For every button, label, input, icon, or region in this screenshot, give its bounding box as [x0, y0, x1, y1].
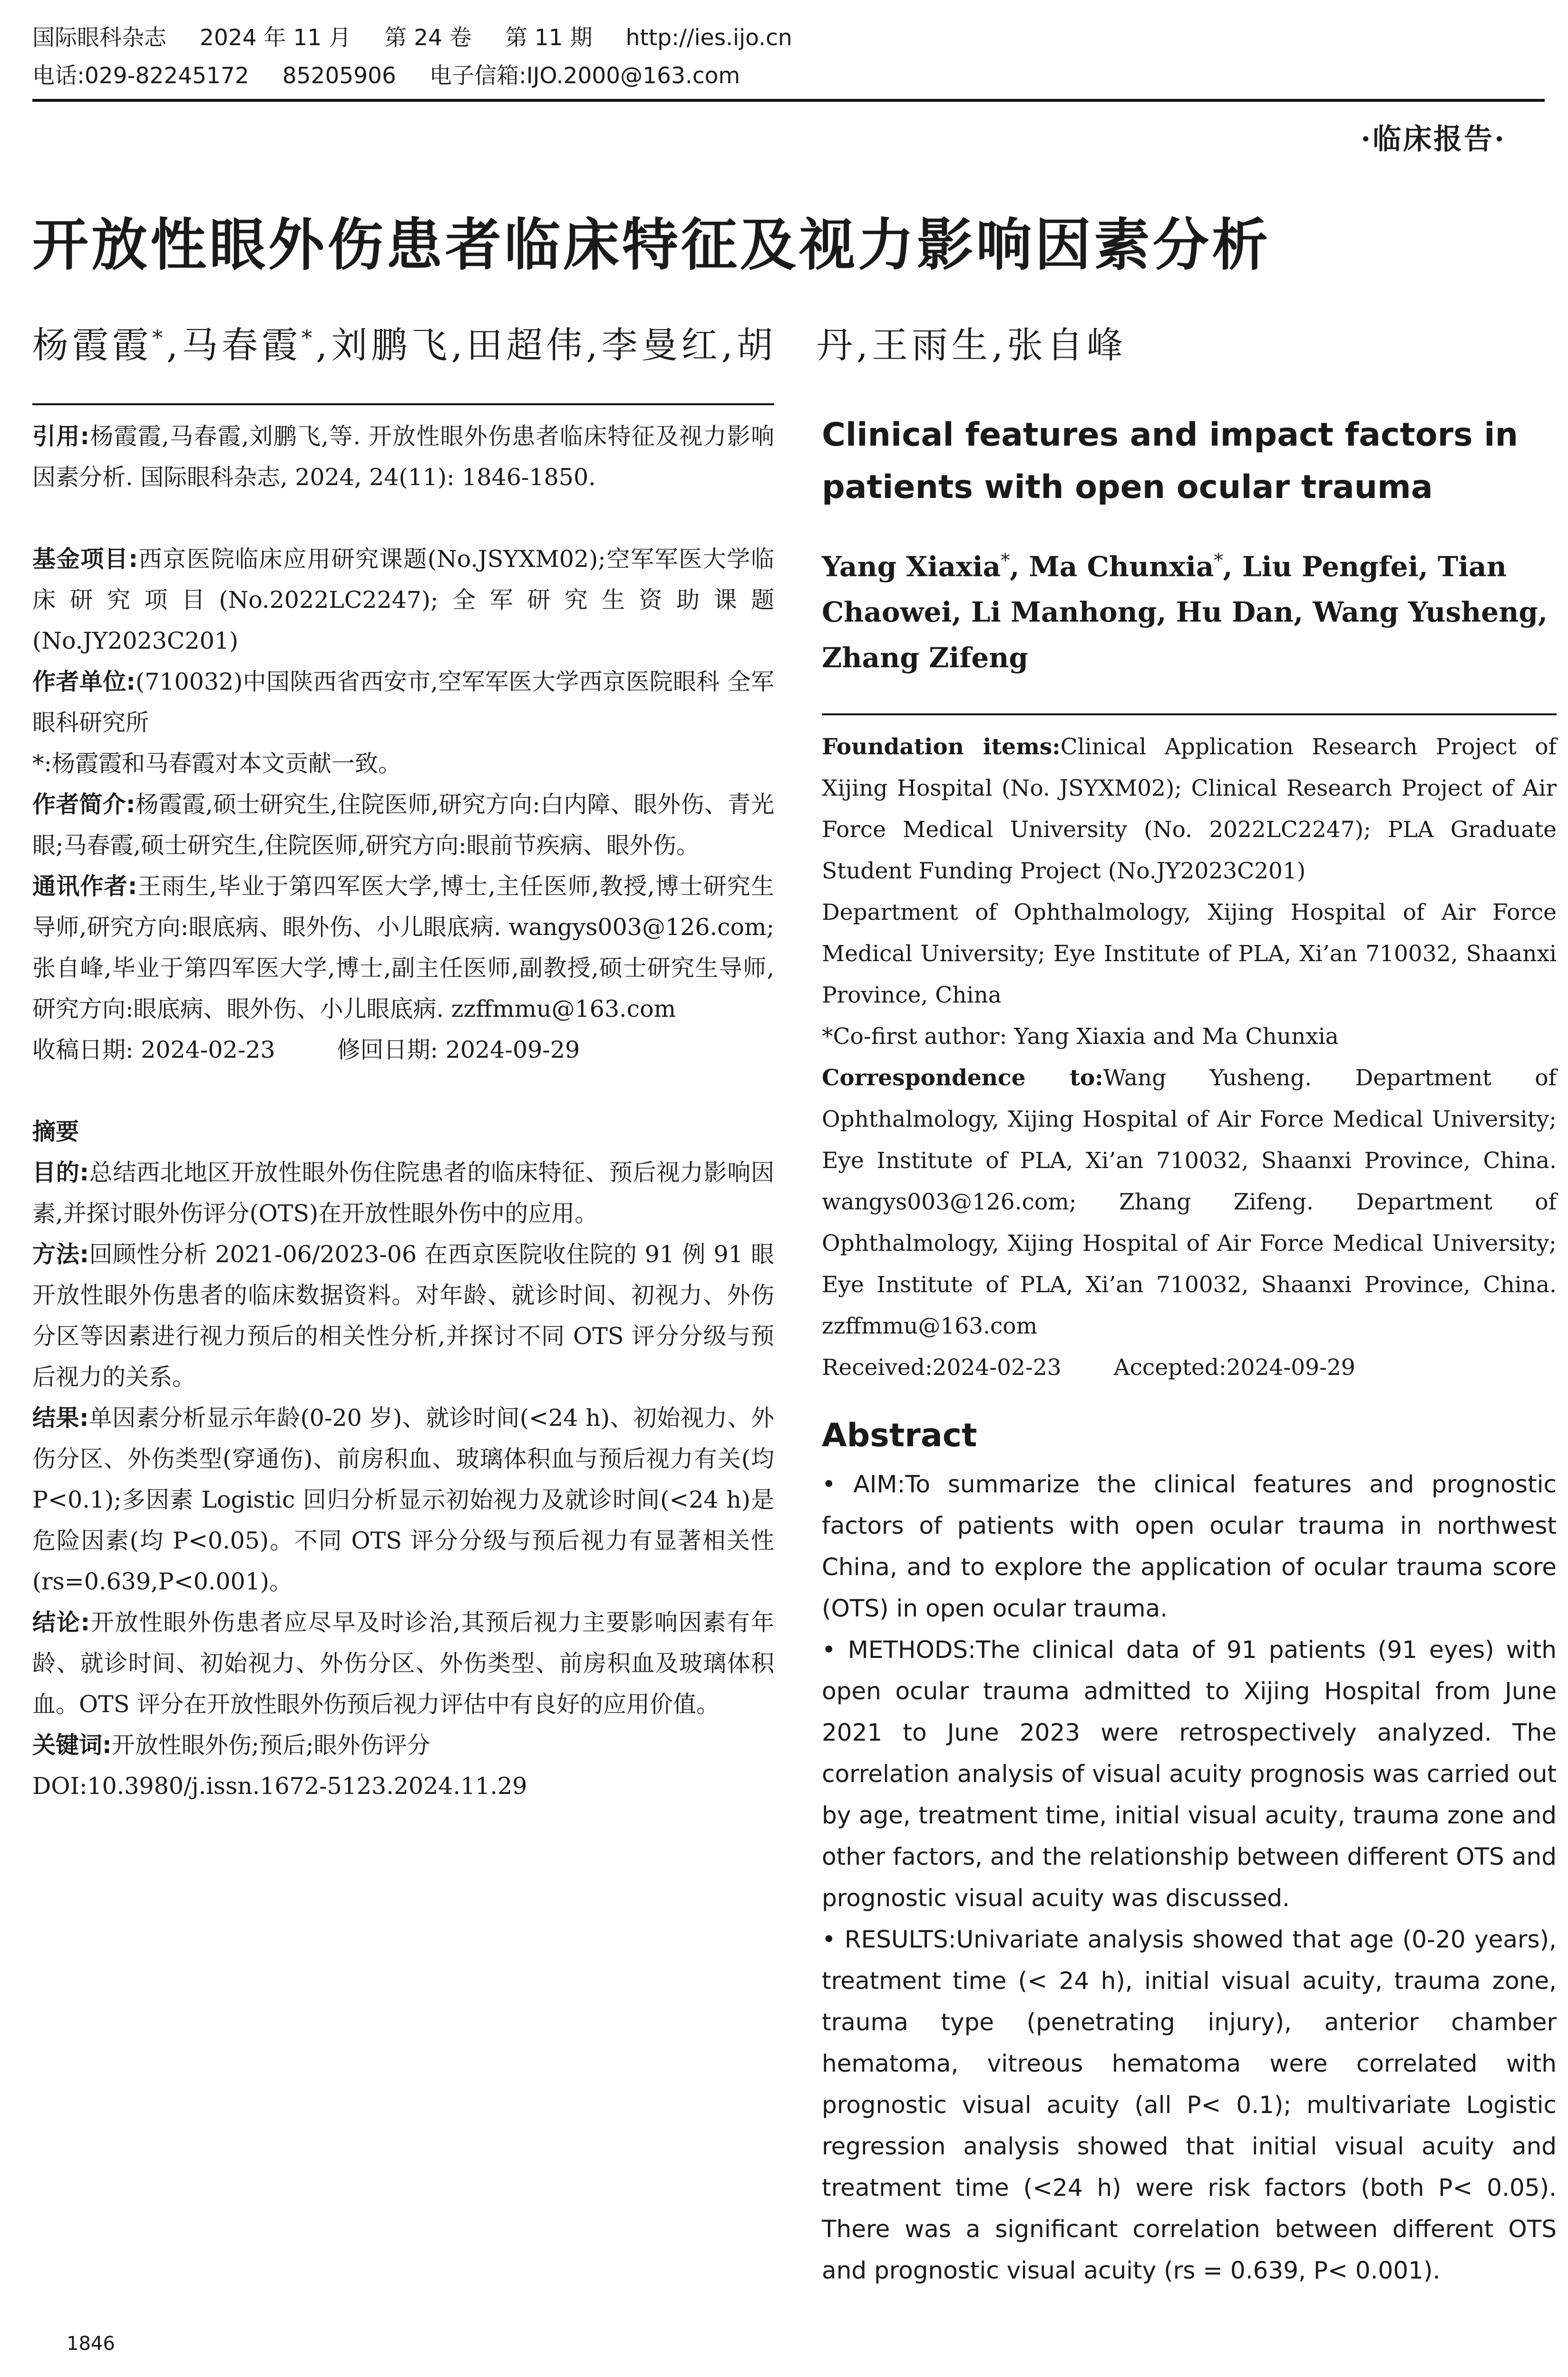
- methods-en-label: • METHODS:: [822, 1636, 976, 1664]
- author-separator: ,: [166, 324, 182, 366]
- correspondence-cn-text: 王雨生,毕业于第四军医大学,博士,主任医师,教授,博士研究生导师,研究方向:眼底病、眼外伤、小儿眼底病. wangys003@126.com;张自峰,毕业于第四军医大学,博士,副主任医师,副教授,硕士研究生导师,研究方向:眼底病、眼外伤、小儿眼底病. zzffmmu@163.com: [32, 873, 774, 1023]
- abstract-head-en: Abstract: [822, 1417, 977, 1455]
- fund-cn-text: 西京医院临床应用研究课题(No.JSYXM02);空军军医大学临床研究项目(No.2022LC2247);全军研究生资助课题(No.JY2023C201): [32, 546, 774, 654]
- methods-en-text: The clinical data of 91 patients (91 eyes) with open ocular trauma admitted to Xijing Hospital from June 2021 to June 2023 were retrospectively analyzed. The correlation analysis of visual acuity prognosis was carried out by age, treatment time, initial visual acuity, trauma zone and other factors, and the relationship between different OTS and prognostic visual acuity was discussed.: [822, 1636, 1557, 1912]
- fund-cn: [32, 539, 774, 662]
- cofirst-mark: *: [152, 326, 166, 351]
- received-date-cn: 收稿日期: 2024-02-23: [32, 1036, 275, 1063]
- authors-cn-rest: ,刘鹏飞,田超伟,李曼红,胡 丹,王雨生,张自峰: [316, 324, 1127, 366]
- author-cn-2: 马春霞: [182, 324, 302, 366]
- dates-cn: [32, 1030, 774, 1071]
- affiliation-cn-label: 作者单位:: [32, 668, 136, 695]
- volume: 第 24 卷: [384, 25, 472, 51]
- left-column-rule: [32, 403, 774, 405]
- doi[interactable]: DOI:10.3980/j.issn.1672-5123.2024.11.29: [32, 1773, 527, 1800]
- cofirst-mark: *: [1214, 550, 1223, 571]
- cofirst-mark: *: [1001, 550, 1010, 571]
- correspondence-cn-label: 通讯作者:: [32, 873, 137, 900]
- section-tag: ·临床报告·: [1361, 123, 1506, 156]
- author-bio-text: 杨霞霞,硕士研究生,住院医师,研究方向:白内障、眼外伤、青光眼;马春霞,硕士研究生,住院医师,研究方向:眼前节疾病、眼外伤。: [32, 791, 774, 859]
- authors-cn: [32, 316, 1127, 368]
- page-number: 1846: [67, 2333, 115, 2355]
- received-date-en: Received:2024-02-23: [822, 1354, 1062, 1381]
- cofirst-note-cn: *:杨霞霞和马春霞对本文贡献一致。: [32, 750, 402, 777]
- aim-cn-label: 目的:: [32, 1159, 89, 1186]
- correspondence-en-label: Correspondence to:: [822, 1065, 1103, 1091]
- author-cn-1: 杨霞霞: [32, 324, 152, 366]
- author-en-1: Yang Xiaxia: [822, 550, 1001, 583]
- department-en: Department of Ophthalmology, Xijing Hospital of Air Force Medical University; Eye Institute of PLA, Xi’an 710032, Shaanxi Province, China: [822, 899, 1557, 1009]
- results-cn: [32, 1398, 774, 1602]
- fund-en-label: Foundation items:: [822, 734, 1061, 760]
- dates-en: [822, 1347, 1557, 1388]
- conclusion-cn: [32, 1602, 774, 1725]
- correspondence-en: [822, 1057, 1557, 1347]
- conclusion-cn-text: 开放性眼外伤患者应尽早及时诊治,其预后视力主要影响因素有年龄、就诊时间、初始视力、外伤分区、外伤类型、前房积血及玻璃体积血。OTS 评分在开放性眼外伤预后视力评估中有良好的应用价值。: [32, 1609, 774, 1718]
- citation-label: 引用:: [32, 423, 90, 450]
- cofirst-mark: *: [302, 326, 316, 351]
- abstract-en: [822, 1464, 1557, 2291]
- issue-date: 2024 年 11 月: [200, 25, 351, 51]
- citation-text: 杨霞霞,马春霞,刘鹏飞,等. 开放性眼外伤患者临床特征及视力影响因素分析. 国际眼科杂志, 2024, 24(11): 1846-1850.: [32, 423, 774, 491]
- methods-cn-label: 方法:: [32, 1241, 89, 1268]
- correspondence-en-text: Wang Yusheng. Department of Ophthalmology, Xijing Hospital of Air Force Medical University; Eye Institute of PLA, Xi’an 710032, Shaanxi Province, China. wangys003@126.com; Zhang Zifeng. Department of Ophthalmology, Xijing Hospital of Air Force Medical University; Eye Institute of PLA, Xi’an 710032, Shaanxi Province, China. zzffmmu@163.com: [822, 1065, 1557, 1340]
- affiliation-cn: [32, 662, 774, 743]
- phone: 电话:029-82245172: [32, 63, 249, 89]
- results-en-text: Univariate analysis showed that age (0-20 years), treatment time (< 24 h), initial visual acuity, trauma zone, trauma type (penetrating injury), anterior chamber hematoma, vitreous hematoma were correlated with prognostic visual acuity (all P< 0.1); multivariate Logistic regression analysis showed that initial visual acuity and treatment time (<24 h) were risk factors (both P< 0.05). There was a significant correlation between different OTS and prognostic visual acuity (rs = 0.639, P< 0.001).: [822, 1926, 1557, 2285]
- methods-en: [822, 1629, 1557, 1919]
- author-bio-cn: [32, 784, 774, 866]
- results-cn-text: 单因素分析显示年龄(0-20 岁)、就诊时间(<24 h)、初始视力、外伤分区、外伤类型(穿通伤)、前房积血、玻璃体积血与预后视力有关(均 P<0.1);多因素 Logistic 回归分析显示初始视力及就诊时间(<24 h)是危险因素(均 P<0.05)。不同 OTS 评分分级与预后视力有显著相关性(rs=0.639,P<0.001)。: [32, 1404, 774, 1595]
- aim-en-label: • AIM:: [822, 1471, 906, 1499]
- issue: 第 11 期: [505, 25, 593, 51]
- conclusion-cn-label: 结论:: [32, 1609, 90, 1636]
- en-front-matter: [822, 726, 1557, 1388]
- aim-cn: [32, 1152, 774, 1234]
- author-en-2: , Ma Chunxia: [1010, 550, 1214, 583]
- left-column: [32, 416, 774, 1807]
- abstract-head-cn: 摘要: [32, 1118, 79, 1145]
- header-rule: [32, 99, 1545, 102]
- aim-en-text: To summarize the clinical features and prognostic factors of patients with open ocular trauma in northwest China, and to explore the application of ocular trauma score (OTS) in open ocular trauma.: [822, 1471, 1557, 1623]
- revised-date-cn: 修回日期: 2024-09-29: [337, 1036, 580, 1063]
- citation: [32, 416, 774, 498]
- keywords-cn: [32, 1725, 774, 1766]
- authors-en: [822, 537, 1557, 681]
- author-bio-label: 作者简介:: [32, 791, 136, 818]
- fund-en: [822, 726, 1557, 892]
- aim-en: [822, 1464, 1557, 1629]
- methods-cn: [32, 1234, 774, 1398]
- methods-cn-text: 回顾性分析 2021-06/2023-06 在西京医院收住院的 91 例 91 眼开放性眼外伤患者的临床数据资料。对年龄、就诊时间、初视力、外伤分区等因素进行视力预后的相关性分析,并探讨不同 OTS 评分分级与预后视力的关系。: [32, 1241, 774, 1391]
- results-en: [822, 1919, 1557, 2291]
- results-cn-label: 结果:: [32, 1404, 89, 1432]
- right-column: [822, 409, 1557, 2291]
- journal-url[interactable]: http://ies.ijo.cn: [625, 25, 792, 51]
- correspondence-cn: [32, 866, 774, 1030]
- aim-cn-text: 总结西北地区开放性眼外伤住院患者的临床特征、预后视力影响因素,并探讨眼外伤评分(OTS)在开放性眼外伤中的应用。: [32, 1159, 774, 1227]
- authors-en-rest: , Liu Pengfei, Tian Chaowei, Li Manhong, Hu Dan, Wang Yusheng, Zhang Zifeng: [822, 550, 1548, 674]
- results-en-label: • RESULTS:: [822, 1926, 956, 1954]
- email[interactable]: 电子信箱:IJO.2000@163.com: [429, 63, 740, 89]
- fund-cn-label: 基金项目:: [32, 546, 138, 573]
- right-column-rule: [822, 713, 1557, 715]
- keywords-cn-text: 开放性眼外伤;预后;眼外伤评分: [111, 1732, 430, 1759]
- affiliation-cn-text: (710032)中国陕西省西安市,空军军医大学西京医院眼科 全军眼科研究所: [32, 668, 774, 736]
- accepted-date-en: Accepted:2024-09-29: [1113, 1354, 1355, 1381]
- running-header: [32, 19, 1535, 95]
- fund-en-text: Clinical Application Research Project of Xijing Hospital (No. JSYXM02); Clinical Research Project of Air Force Medical University (No. 2022LC2247); PLA Graduate Student Funding Project (No.JY2023C201): [822, 734, 1557, 885]
- keywords-cn-label: 关键词:: [32, 1732, 112, 1759]
- article-title-cn: 开放性眼外伤患者临床特征及视力影响因素分析: [32, 212, 1271, 278]
- journal-name: 国际眼科杂志: [32, 25, 166, 51]
- fax: 85205906: [282, 63, 396, 89]
- article-title-en: Clinical features and impact factors in patients with open ocular trauma: [822, 416, 1518, 506]
- cofirst-note-en: *Co-first author: Yang Xiaxia and Ma Chunxia: [822, 1023, 1339, 1050]
